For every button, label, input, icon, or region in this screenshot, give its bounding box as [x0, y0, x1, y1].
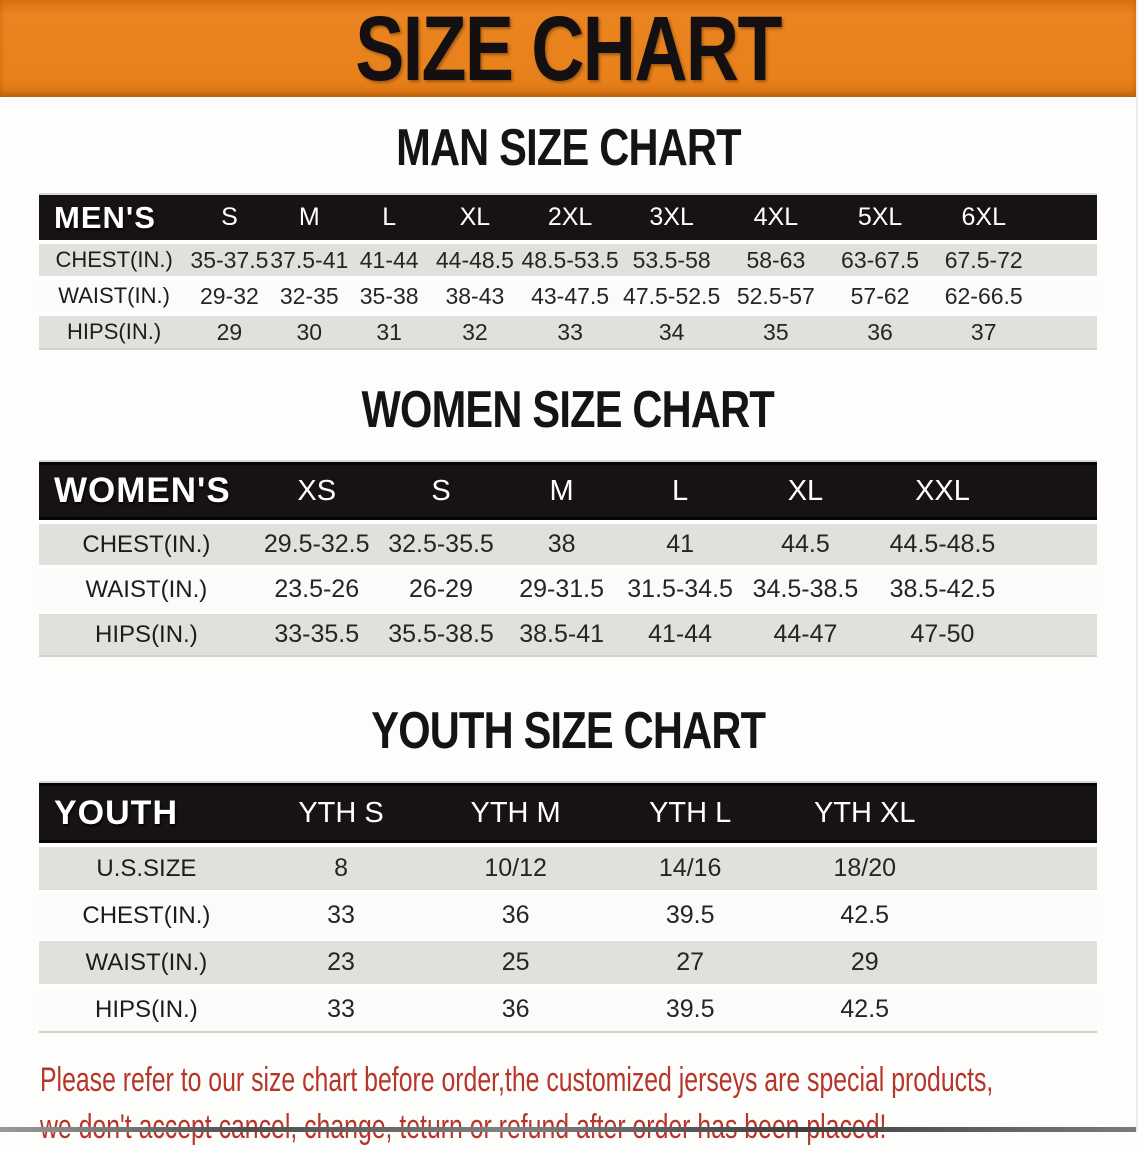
size-value-cell: 23	[327, 948, 355, 976]
size-value-cell: 18/20	[833, 854, 897, 882]
size-value-cell: 67.5-72	[944, 246, 1023, 273]
size-value-cell: 8	[334, 854, 348, 882]
size-value-cell: 63-67.5	[841, 246, 920, 273]
men-column-header: S	[189, 194, 269, 242]
men-header-label: MEN'S	[39, 194, 189, 242]
row-filler	[952, 845, 1097, 892]
youth-measure-row	[39, 939, 1097, 986]
size-value-cell: 38.5-42.5	[889, 575, 996, 603]
measure-label: WAIST(IN.)	[85, 575, 208, 603]
size-value-cell: 10/12	[484, 854, 547, 882]
measure-label: HIPS(IN.)	[95, 995, 198, 1023]
youth-measure-row	[39, 892, 1097, 939]
row-filler	[952, 939, 1097, 986]
measure-label: WAIST(IN.)	[58, 283, 170, 308]
size-value-cell: 31.5-34.5	[627, 575, 733, 603]
size-value-cell: 35.5-38.5	[388, 620, 494, 648]
youth-column-header: YTH L	[603, 782, 778, 845]
size-value-cell: 48.5-53.5	[521, 246, 619, 273]
men-measure-row	[39, 278, 1097, 314]
size-value-cell: 33	[327, 995, 355, 1023]
header-filler	[952, 782, 1097, 845]
men-column-header: 3XL	[620, 194, 724, 242]
size-value-cell: 32-35	[279, 282, 339, 309]
size-value-cell: 29.5-32.5	[263, 530, 370, 558]
size-value-cell: 44-48.5	[435, 246, 514, 273]
row-filler	[952, 986, 1097, 1032]
row-filler	[1036, 278, 1097, 314]
size-value-cell: 47.5-52.5	[623, 282, 721, 309]
size-value-cell: 42.5	[840, 995, 890, 1023]
men-column-header: 5XL	[828, 194, 932, 242]
row-filler	[1013, 522, 1097, 567]
size-value-cell: 62-66.5	[944, 282, 1023, 309]
youth-header-row	[39, 782, 1097, 845]
youth-column-header: YTH XL	[777, 782, 952, 845]
size-value-cell: 29-32	[200, 282, 259, 309]
women-header-label: WOMEN'S	[39, 461, 254, 522]
men-section-title	[0, 119, 1136, 177]
size-value-cell: 37.5-41	[270, 246, 349, 273]
women-table-wrapper	[39, 460, 1097, 657]
women-section-title	[0, 381, 1136, 439]
size-value-cell: 57-62	[850, 282, 910, 309]
size-value-cell: 14/16	[658, 854, 722, 882]
size-value-cell: 38	[547, 530, 576, 558]
women-section-title-text: WOMEN SIZE CHART	[361, 381, 775, 439]
size-value-cell: 58-63	[746, 246, 806, 273]
youth-column-header: YTH M	[428, 782, 603, 845]
size-value-cell: 33	[327, 901, 355, 929]
measure-label: CHEST(IN.)	[82, 901, 211, 929]
size-value-cell: 34	[658, 318, 685, 345]
size-value-cell: 47-50	[910, 620, 975, 648]
size-value-cell: 41-44	[648, 620, 713, 648]
men-measure-row	[39, 242, 1097, 278]
size-value-cell: 27	[676, 948, 705, 976]
size-value-cell: 37	[970, 318, 997, 345]
measure-label: U.S.SIZE	[96, 854, 197, 882]
size-value-cell: 44-47	[773, 620, 838, 648]
size-value-cell: 32.5-35.5	[388, 530, 494, 558]
size-value-cell: 34.5-38.5	[752, 575, 859, 603]
men-column-header: 4XL	[723, 194, 828, 242]
men-section-title-text: MAN SIZE CHART	[395, 119, 741, 177]
size-value-cell: 33	[557, 318, 583, 345]
row-filler	[1036, 242, 1097, 278]
size-value-cell: 35-38	[359, 282, 419, 309]
size-value-cell: 33-35.5	[274, 620, 360, 648]
size-value-cell: 43-47.5	[531, 282, 610, 309]
size-value-cell: 29-31.5	[519, 575, 605, 603]
size-value-cell: 42.5	[840, 901, 890, 929]
size-value-cell: 38.5-41	[519, 620, 605, 648]
size-value-cell: 29	[216, 318, 243, 345]
size-value-cell: 39.5	[665, 995, 715, 1023]
size-value-cell: 35	[763, 318, 789, 345]
measure-label: HIPS(IN.)	[95, 620, 198, 648]
size-value-cell: 29	[850, 948, 879, 976]
youth-section-title	[0, 702, 1136, 760]
measure-label: HIPS(IN.)	[67, 319, 162, 344]
youth-column-header: YTH S	[254, 782, 429, 845]
row-filler	[1013, 567, 1097, 612]
row-filler	[1036, 314, 1097, 349]
youth-table-wrapper	[39, 781, 1097, 1033]
size-value-cell: 31	[376, 318, 402, 345]
women-measure-row	[39, 567, 1097, 612]
size-value-cell: 35-37.5	[190, 246, 269, 273]
women-column-header: M	[502, 461, 620, 522]
notice-line-1: Please refer to our size chart before order,the customized jerseys are special products,	[40, 1061, 994, 1099]
youth-header-label: YOUTH	[39, 782, 254, 845]
size-value-cell: 25	[501, 948, 530, 976]
youth-measure-row	[39, 845, 1097, 892]
size-value-cell: 23.5-26	[274, 575, 360, 603]
youth-measure-row	[39, 986, 1097, 1032]
header-filler	[1036, 194, 1097, 242]
size-value-cell: 41-44	[359, 246, 419, 273]
size-value-cell: 44.5	[781, 530, 830, 558]
banner	[0, 0, 1136, 100]
measure-label: WAIST(IN.)	[85, 948, 208, 976]
women-column-header: L	[621, 461, 739, 522]
women-measure-row	[39, 612, 1097, 656]
size-value-cell: 36	[501, 995, 530, 1023]
men-column-header: 2XL	[520, 194, 619, 242]
women-column-header: XS	[254, 461, 380, 522]
men-measure-row	[39, 314, 1097, 349]
men-column-header: 6XL	[932, 194, 1036, 242]
women-measure-row	[39, 522, 1097, 567]
women-column-header: S	[380, 461, 503, 522]
men-table-wrapper	[39, 193, 1097, 350]
page-title: SIZE CHART	[355, 0, 781, 100]
size-value-cell: 26-29	[409, 575, 473, 603]
size-value-cell: 32	[462, 318, 488, 345]
order-notice	[40, 1057, 1136, 1151]
youth-section-title-text: YOUTH SIZE CHART	[371, 702, 765, 760]
size-value-cell: 44.5-48.5	[889, 530, 996, 558]
men-column-header: L	[349, 194, 429, 242]
women-column-header: XXL	[872, 461, 1014, 522]
women-header-row	[39, 461, 1097, 522]
size-value-cell: 53.5-58	[632, 246, 711, 273]
size-value-cell: 41	[666, 530, 694, 558]
size-value-cell: 36	[501, 901, 530, 929]
men-header-row	[39, 194, 1097, 242]
youth-size-table	[39, 781, 1097, 1033]
row-filler	[952, 892, 1097, 939]
men-column-header: M	[270, 194, 349, 242]
size-value-cell: 38-43	[445, 282, 505, 309]
size-value-cell: 39.5	[665, 901, 715, 929]
men-size-table	[39, 193, 1097, 350]
size-value-cell: 36	[867, 318, 893, 345]
women-size-table	[39, 460, 1097, 657]
size-value-cell: 52.5-57	[736, 282, 815, 309]
measure-label: CHEST(IN.)	[55, 247, 173, 272]
row-filler	[1013, 612, 1097, 656]
header-filler	[1013, 461, 1097, 522]
measure-label: CHEST(IN.)	[82, 530, 211, 558]
women-column-header: XL	[739, 461, 871, 522]
men-column-header: XL	[429, 194, 520, 242]
bottom-edge-strip	[0, 1127, 1136, 1132]
size-value-cell: 30	[296, 318, 323, 345]
